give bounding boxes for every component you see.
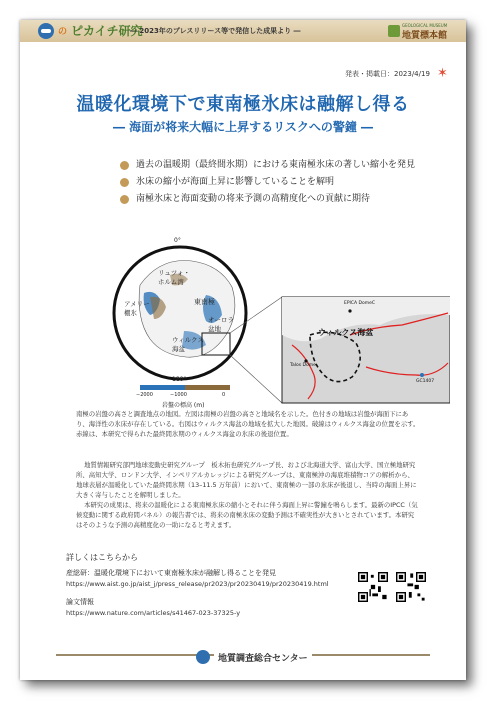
body-paragraph: 本研究の成果は、将来の温暖化による東南極氷床の縮小とそれに伴う海面上昇に警鐘を鳴らします。最新のIPCC（気候変動に関する政府間パネル）の報告書では、将来の南極氷床の変動予測は不確実性が大きいとされています。本研究はそのような予測の高精度化の一助になると考えます。 [76,501,418,529]
body-paragraph: 地質情報研究部門地球変動史研究グループ 板木拓也研究グループ長、および北海道大学、富山大学、国立極地研究所、高知大学、ロンドン大学、インペリアルカレッジによる研究グループは、東南極沖の海底堆積物コアの解析から、地球表層が温暖化していた最終間氷期（13–11.5 万年前）において、東南極の一部の氷床が後退し、当時の海面上昇に大きく寄与したことを解明しました。 [76,461,417,499]
key-points [120,159,450,210]
bullet-dot-icon [120,161,129,170]
site-label-epica: EPICA DomeC [344,301,376,306]
more-info-heading: 詳しくはこちらから [66,553,138,562]
series-title: ピカイチ研究 [71,24,143,38]
figure-caption: 南極の岩盤の高さと調査地点の地図。左図は南極の岩盤の高さと地域名を示した。色付きの地域は岩盤が海面下にあり、海洋性の氷床が存在している。右図はウィルクス海盆の地域を拡大した地図。破線はウィルクス海盆の位置を示す。赤線は、本研究で得られた最終間氷期のウィルクス海盆の氷床の後退位置。 [76,410,420,438]
paper-link[interactable]: https://www.nature.com/articles/s41467-023-37325-y [66,609,241,617]
museum-logo [388,23,448,41]
antarctica-figure [110,235,450,435]
bullet-dot-icon [120,195,129,204]
site-marker-icon [348,309,351,312]
longitude-top: 0° [174,237,181,244]
site-marker-icon [420,373,424,377]
inset-title: ウィルクス海盆 [318,328,374,337]
poster-sheet [20,20,466,680]
brand-particle: の [58,27,68,37]
header-bar [20,20,466,42]
label-wilkes: ウィルクス 海盆 [172,336,204,353]
museum-english: GEOLOGICAL MUSEUM [402,23,448,28]
museum-name: 地質標本館 [402,31,448,41]
site-label-talos: Talos Dome [290,363,316,368]
inset-link-line [230,355,282,403]
footer [20,640,466,680]
longitude-bottom: 180° [172,376,187,383]
star-icon: ✶ [437,66,448,81]
gsj-logo-icon [196,650,210,664]
organization-name: 地質調査総合センター [214,651,312,664]
scale-min: −2000 [136,392,153,398]
press-release-label: 産総研：温暖化環境下において東南極氷床が融解し得ることを発見 [66,569,276,577]
scale-mid: −1000 [170,392,187,398]
paper-label: 論文情報 [66,598,94,606]
qr-code-icon[interactable] [396,572,426,602]
scale-caption: 岩盤の標高 (m) [162,402,205,409]
press-release-link[interactable]: https://www.aist.go.jp/aist_j/press_release/pr2023/pr20230419/pr20230419.html [66,580,329,588]
label-east-antarctica: 東南極 [194,298,215,306]
label-aurora: オーロラ 盆地 [208,316,234,333]
more-info-section [66,552,418,642]
series-subtitle: ― 2023年のプレスリリース等で発信した成果より ― [130,27,301,35]
bullet-dot-icon [120,178,129,187]
key-point: 南極氷床と海面変動の将来予測の高精度化への貢献に期待 [120,193,450,210]
label-lutzow-holm: リュツォ・ ホルム湾 [158,269,191,286]
museum-icon [388,25,400,37]
gsj-badge-icon [38,23,54,39]
page-title: 温暖化環境下で東南極氷床は融解し得る [76,94,410,115]
key-point: 氷床の縮小が海面上昇に影響していることを解明 [120,176,450,193]
key-point: 過去の温暖期（最終間氷期）における東南極氷床の著しい縮小を発見 [120,159,450,176]
site-label-gc1407: GC1407 [416,379,435,384]
elevation-scale-bar-low [140,385,185,390]
scale-zero: 0 [222,392,226,398]
map-graphic [110,235,450,405]
qr-code-icon[interactable] [358,572,388,602]
publish-date: 発表・掲載日：2023/4/19 [345,70,430,78]
page-subtitle: ― 海面が将来大幅に上昇するリスクへの警鐘 ― [112,120,374,134]
label-amery: アメリー 棚氷 [124,300,150,317]
